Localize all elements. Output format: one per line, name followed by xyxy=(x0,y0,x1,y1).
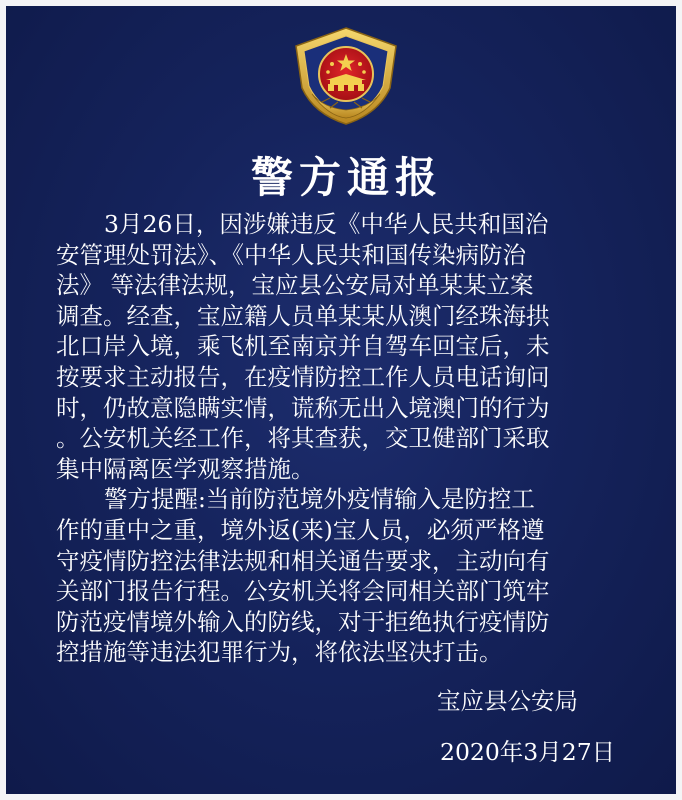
body-line: 作的重中之重，境外返(来)宝人员，必须严格遵 xyxy=(56,515,545,544)
body-line: 安管理处罚法》、《中华人民共和国传染病防治 xyxy=(56,240,526,269)
body-line: 守疫情防控法律法规和相关通告要求，主动向有 xyxy=(56,546,550,575)
paragraph-2 xyxy=(56,484,646,668)
body-line: 关部门报告行程。公安机关将会同相关部门筑牢 xyxy=(56,577,550,606)
police-emblem-icon xyxy=(282,24,410,128)
paragraph-1 xyxy=(56,209,646,484)
body-line: 时，仍故意隐瞒实情，谎称无出入境澳门的行为 xyxy=(56,393,550,422)
body-line: 3月26日，因涉嫌违反《中华人民共和国治 xyxy=(104,210,549,238)
body-line: 控措施等违法犯罪行为，将依法坚决打击。 xyxy=(56,638,503,667)
body-line: 北口岸入境，乘飞机至南京并自驾车回宝后，未 xyxy=(56,332,550,361)
body-line: 按要求主动报告，在疫情防控工作人员电话询问 xyxy=(56,362,550,391)
body-line: 法》 等法律法规，宝应县公安局对单某某立案 xyxy=(56,271,534,300)
body-line: 集中隔离医学观察措施。 xyxy=(56,454,315,483)
notice-body xyxy=(56,209,646,668)
issue-date: 2020年3月27日 xyxy=(440,738,616,766)
notice-title: 警方通报 xyxy=(250,153,443,202)
signature: 宝应县公安局 xyxy=(437,687,578,715)
body-line: 警方提醒:当前防范境外疫情输入是防控工 xyxy=(104,485,535,514)
body-line: 。公安机关经工作，将其查获，交卫健部门采取 xyxy=(56,424,550,453)
body-line: 调查。经查，宝应籍人员单某某从澳门经珠海拱 xyxy=(56,301,550,330)
body-line: 防范疫情境外输入的防线，对于拒绝执行疫情防 xyxy=(56,607,550,636)
